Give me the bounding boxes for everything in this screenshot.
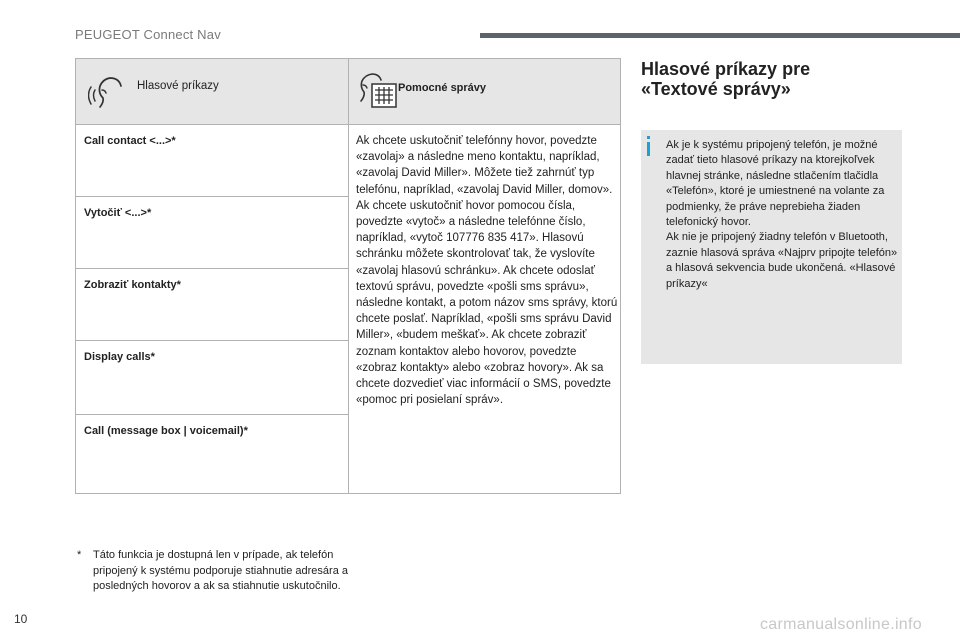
table-header-commands [76, 59, 348, 124]
table-row [76, 415, 348, 493]
table-row [76, 341, 348, 415]
table-row [76, 197, 348, 269]
section-title [641, 59, 941, 99]
voice-command-table [75, 58, 621, 494]
footnote-text: Táto funkcia je dostupná len v prípade, ak telefón pripojený k systému podporuje stiahnutie adresára a posledných hovorov a ak sa stiahnutie uskutočnilo. [93, 549, 348, 592]
command-label: Zobraziť kontakty* [84, 279, 181, 291]
table-header-help [348, 59, 620, 124]
table-row [76, 125, 348, 197]
info-text: Ak je k systému pripojený telefón, je možné zadať tieto hlasové príkazy na ktorejkoľvek hlavnej stránke, následne stlačením tlačidla «Telefón», ktoré je umiestnené na volante za podmienky, že práve neprebieha žiaden telefonický hovor. Ak nie je pripojený žiadny telefón v Bluetooth, zaznie hlasová správa «Najprv pripojte telefón» a hlasová sekvencia bude ukončená. «Hlasové príkazy« [666, 139, 898, 290]
help-message-text: Ak chcete uskutočniť telefónny hovor, povedzte «zavolaj» a následne meno kontaktu, napríklad, «zavolaj David Miller». Môžete tiež zahrnúť typ telefónu, napríklad, «zavolaj David Miller, domov». Ak chcete uskutočniť hovor pomocou čísla, povedzte «vytoč» a následne telefónne číslo, napríklad, «vytoč 107776 835 417». Hlasovú schránku môžete skontrolovať tak, že vyslovíte «zavolaj hlasovú schránku». Ak chcete odoslať textovú správu, povedzte «pošli sms správu», následne kontakt, a potom názov sms správy, ktorú chcete poslať. Napríklad, «pošli sms správu David Miller», «budem meškať». Ak chcete zobraziť zoznam kontaktov alebo hovorov, povedzte «zobraz kontakty» alebo «zobraz hovory». Ak sa chcete dozvedieť viac informácií o SMS, povedzte «pomoc pri posielaní správ». [356, 135, 618, 407]
command-label: Call contact <...>* [84, 135, 176, 147]
document-header-title: PEUGEOT Connect Nav [75, 27, 221, 42]
table-row [76, 269, 348, 341]
watermark: carmanualsonline.info [760, 616, 922, 633]
footnote-marker: * [77, 549, 82, 561]
section-title-line-1: Hlasové príkazy pre [641, 59, 811, 79]
page-number: 10 [14, 612, 28, 626]
commands-header-label: Hlasové príkazy [137, 80, 219, 92]
column-divider [348, 125, 349, 493]
table-header-row [76, 59, 620, 125]
voice-command-icon [88, 73, 128, 111]
command-label: Display calls* [84, 351, 155, 363]
command-label: Vytočiť <...>* [84, 207, 152, 219]
help-header-label: Pomocné správy [398, 82, 487, 94]
section-title-line-2: «Textové správy» [641, 79, 791, 99]
help-messages-icon [357, 71, 399, 113]
info-box [641, 130, 902, 364]
command-label: Call (message box | voicemail)* [84, 425, 248, 437]
header-bar [480, 33, 960, 38]
